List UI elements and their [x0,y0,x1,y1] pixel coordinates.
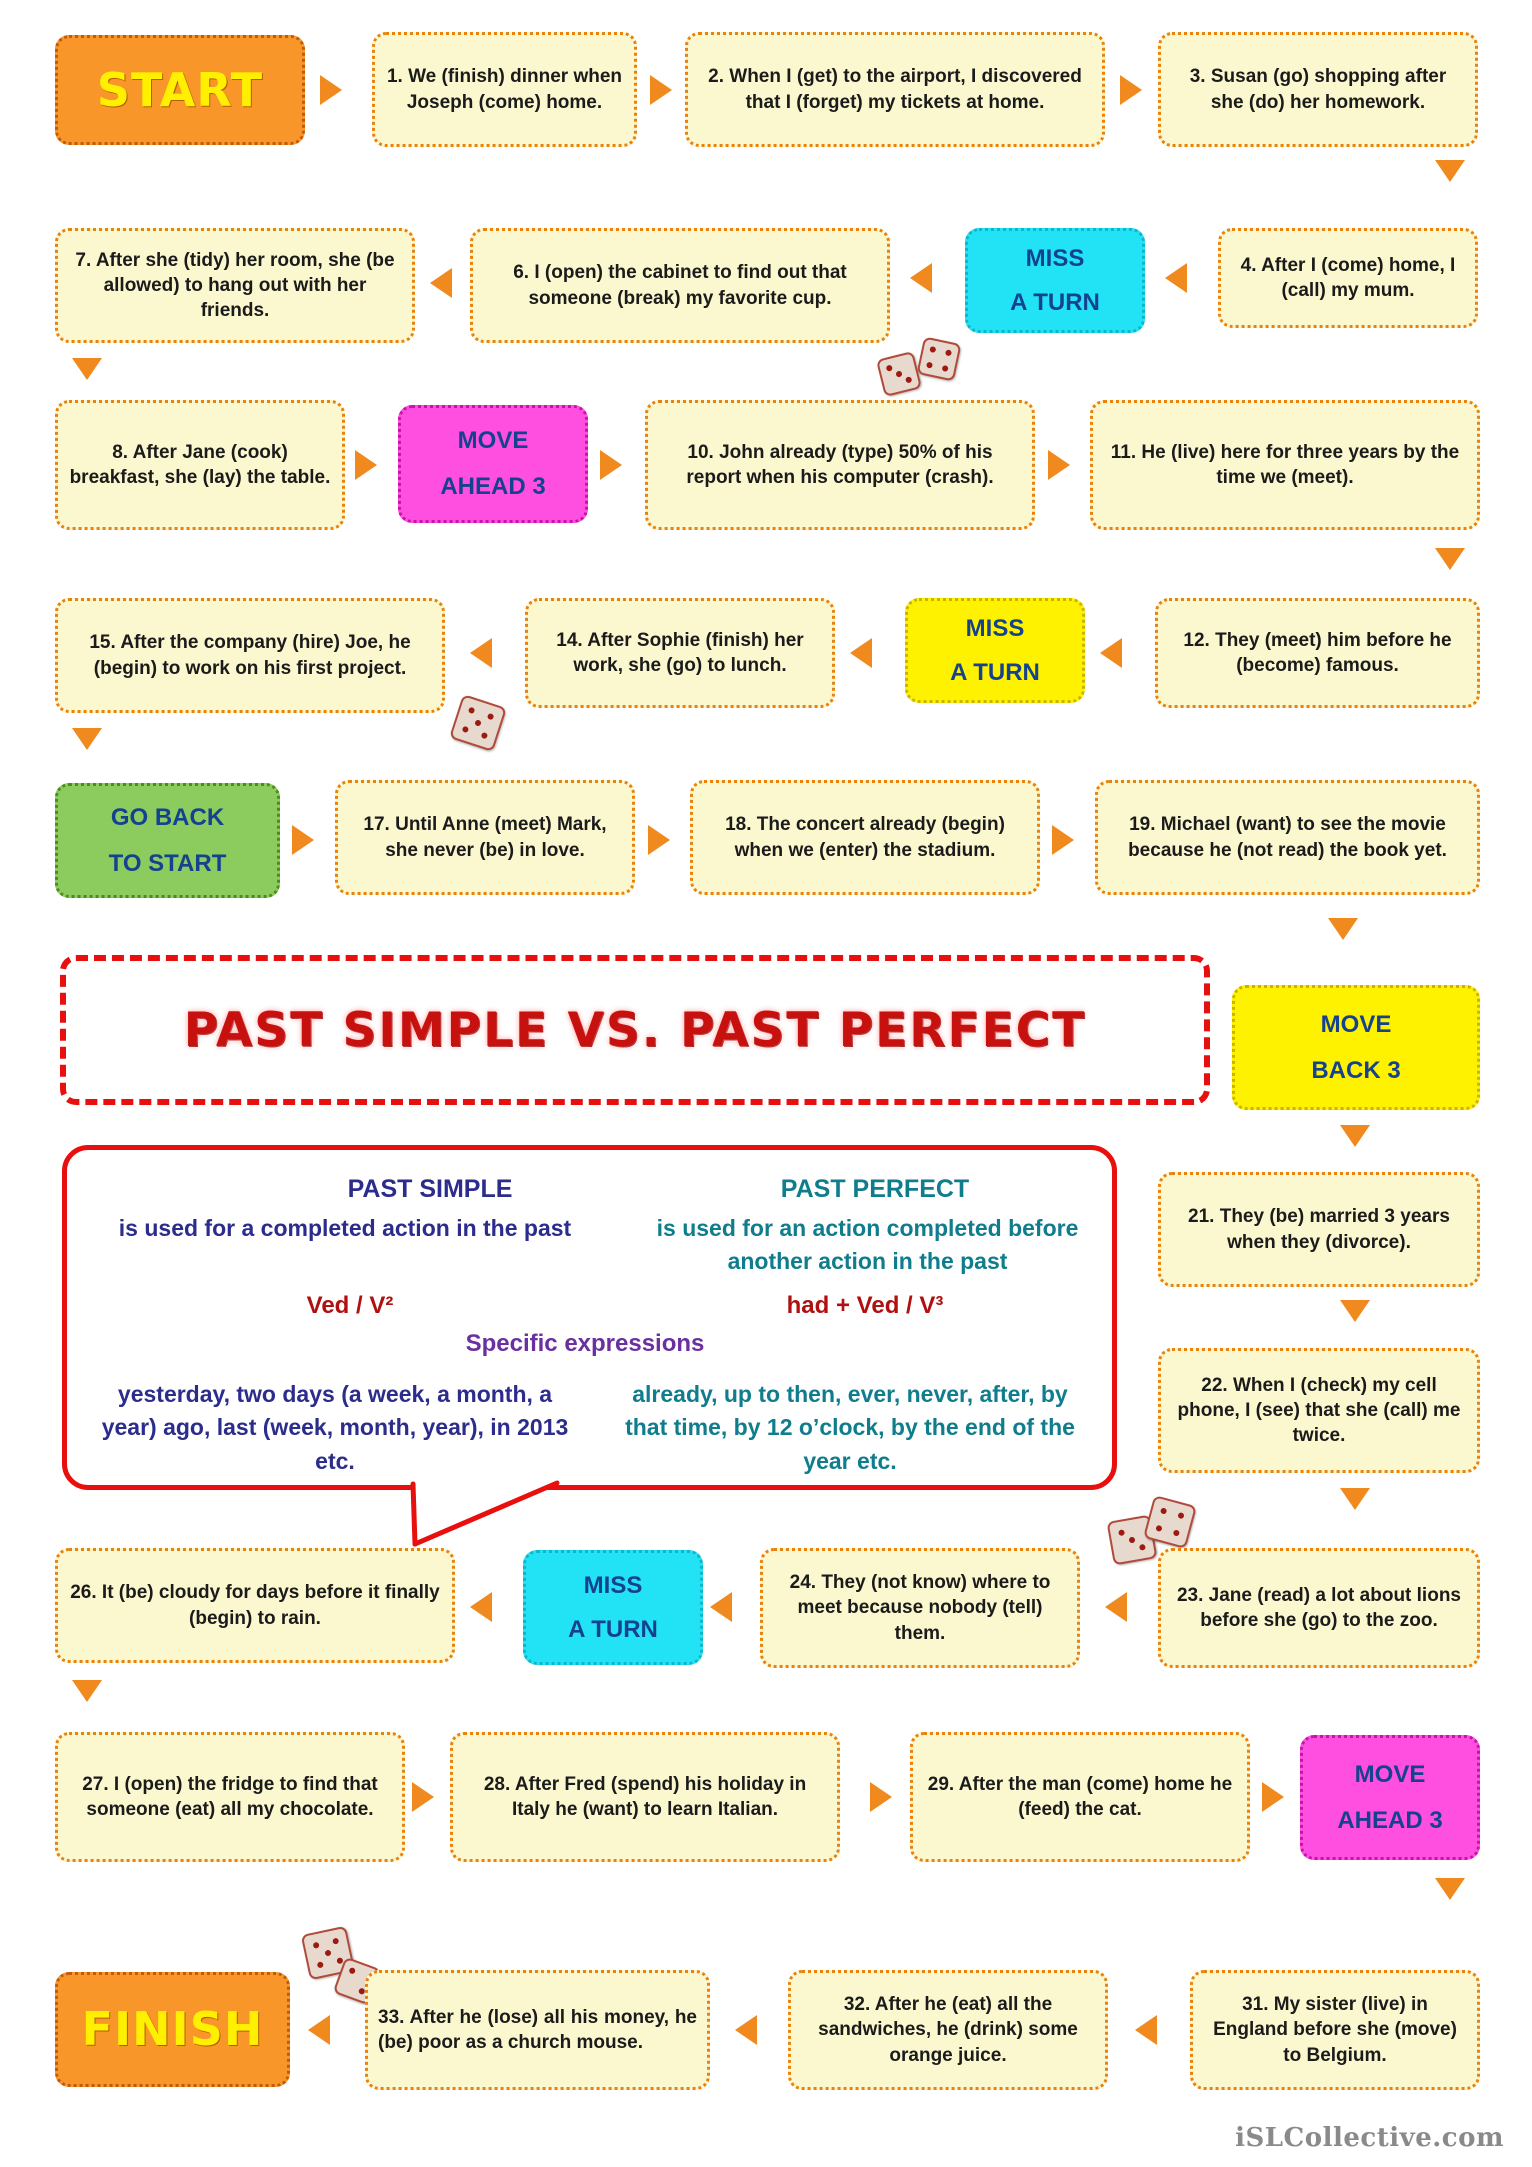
arrow-down-icon [1435,548,1465,570]
cell-11[interactable]: 11. He (live) here for three years by the time we (meet). [1090,400,1480,530]
arrow-right-icon [1120,75,1142,105]
cell-25-miss-a-turn[interactable] [523,1550,703,1665]
past-perfect-form: had + Ved / V³ [786,1292,944,1319]
past-simple-heading: PAST SIMPLE [347,1175,513,1203]
cell-24[interactable]: 24. They (not know) where to meet because nobody (tell) them. [760,1548,1080,1668]
watermark: iSLCollective.com [1235,2123,1504,2153]
cell-18[interactable]: 18. The concert already (begin) when we (enter) the stadium. [690,780,1040,895]
go-back-label: GO BACK [110,803,225,831]
cell-26[interactable]: 26. It (be) cloudy for days before it finally (begin) to rain. [55,1548,455,1663]
a-turn-label: A TURN [1010,288,1100,316]
arrow-left-icon [430,268,452,298]
cell-10[interactable]: 10. John already (type) 50% of his report when his computer (crash). [645,400,1035,530]
arrow-right-icon [320,75,342,105]
page-title: PAST SIMPLE VS. PAST PERFECT [183,1002,1087,1058]
arrow-left-icon [1165,263,1187,293]
ahead-3-label: AHEAD 3 [440,473,546,500]
arrow-down-icon [1435,1878,1465,1900]
cell-13-miss-a-turn[interactable] [905,598,1085,703]
cell-16-go-back-to-start[interactable] [55,783,280,898]
a-turn-label: A TURN [950,658,1040,686]
to-start-label: TO START [108,849,227,877]
cell-14[interactable]: 14. After Sophie (finish) her work, she (go) to lunch. [525,598,835,708]
arrow-left-icon [308,2015,330,2045]
dice-icon [916,336,961,381]
cell-33[interactable]: 33. After he (lose) all his money, he (be) poor as a church mouse. [365,1970,710,2090]
arrow-right-icon [600,450,622,480]
arrow-down-icon [1340,1488,1370,1510]
miss-label: MISS [965,614,1025,642]
cell-28[interactable]: 28. After Fred (spend) his holiday in Italy he (want) to learn Italian. [450,1732,840,1862]
past-simple-form: Ved / V² [306,1292,394,1319]
move-label: MOVE [1354,1760,1426,1788]
arrow-left-icon [1105,1592,1127,1622]
cell-4[interactable]: 4. After I (come) home, I (call) my mum. [1218,228,1478,328]
arrow-left-icon [1100,638,1122,668]
past-simple-usage: is used for a completed action in the past [118,1215,572,1241]
arrow-right-icon [1262,1782,1284,1812]
cell-22[interactable]: 22. When I (check) my cell phone, I (see) that she (call) me twice. [1158,1348,1480,1473]
arrow-down-icon [1340,1125,1370,1147]
arrow-down-icon [72,1680,102,1702]
cell-30-move-ahead-3[interactable] [1300,1735,1480,1860]
back-3-label: BACK 3 [1311,1056,1401,1084]
cell-1[interactable]: 1. We (finish) dinner when Joseph (come) home. [372,32,637,147]
move-label: MOVE [1320,1010,1392,1038]
cell-8[interactable]: 8. After Jane (cook) breakfast, she (lay) the table. [55,400,345,530]
cell-21[interactable]: 21. They (be) married 3 years when they (divorce). [1158,1172,1480,1287]
arrow-left-icon [470,638,492,668]
cell-32[interactable]: 32. After he (eat) all the sandwiches, he (drink) some orange juice. [788,1970,1108,2090]
dice-icon [876,351,922,397]
arrow-left-icon [910,263,932,293]
arrow-right-icon [355,450,377,480]
arrow-left-icon [850,638,872,668]
arrow-down-icon [1328,918,1358,940]
cell-27[interactable]: 27. I (open) the fridge to find that someone (eat) all my chocolate. [55,1732,405,1862]
arrow-right-icon [650,75,672,105]
speech-bubble-tail [405,1480,565,1550]
specific-expressions-heading: Specific expressions [465,1330,705,1357]
arrow-left-icon [735,2015,757,2045]
past-simple-expressions: yesterday, two days (a week, a month, a year) ago, last (week, month, year), in 2013 etc. [101,1381,569,1474]
arrow-left-icon [470,1592,492,1622]
worksheet-title-banner [60,955,1210,1105]
cell-15[interactable]: 15. After the company (hire) Joe, he (begin) to work on his first project. [55,598,445,713]
miss-label: MISS [583,1571,643,1599]
cell-5-miss-a-turn[interactable] [965,228,1145,333]
arrow-down-icon [1340,1300,1370,1322]
ahead-3-label: AHEAD 3 [1337,1806,1443,1834]
past-perfect-expressions: already, up to then, ever, never, after, by that time, by 12 o’clock, by the end of the year etc. [625,1381,1075,1474]
arrow-right-icon [412,1782,434,1812]
arrow-down-icon [72,728,102,750]
cell-3[interactable]: 3. Susan (go) shopping after she (do) her homework. [1158,32,1478,147]
cell-2[interactable]: 2. When I (get) to the airport, I discovered that I (forget) my tickets at home. [685,32,1105,147]
cell-20-move-back-3[interactable] [1232,985,1480,1110]
cell-31[interactable]: 31. My sister (live) in England before she (move) to Belgium. [1190,1970,1480,2090]
arrow-left-icon [1135,2015,1157,2045]
dice-icon [449,694,507,752]
cell-17[interactable]: 17. Until Anne (meet) Mark, she never (be) in love. [335,780,635,895]
cell-finish[interactable]: FINISH [55,1972,290,2087]
arrow-down-icon [72,358,102,380]
arrow-right-icon [870,1782,892,1812]
cell-7[interactable]: 7. After she (tidy) her room, she (be allowed) to hang out with her friends. [55,228,415,343]
cell-12[interactable]: 12. They (meet) him before he (become) famous. [1155,598,1480,708]
move-label: MOVE [457,427,529,455]
cell-19[interactable]: 19. Michael (want) to see the movie because he (not read) the book yet. [1095,780,1480,895]
arrow-right-icon [1048,450,1070,480]
arrow-down-icon [1435,160,1465,182]
arrow-right-icon [292,825,314,855]
arrow-right-icon [648,825,670,855]
a-turn-label: A TURN [568,1615,658,1643]
cell-6[interactable]: 6. I (open) the cabinet to find out that someone (break) my favorite cup. [470,228,890,343]
arrow-left-icon [710,1592,732,1622]
past-perfect-heading: PAST PERFECT [780,1175,970,1203]
cell-start[interactable]: START [55,35,305,145]
arrow-right-icon [1052,825,1074,855]
past-perfect-usage: is used for an action completed before another action in the past [656,1215,1079,1275]
cell-23[interactable]: 23. Jane (read) a lot about lions before she (go) to the zoo. [1158,1548,1480,1668]
miss-label: MISS [1025,244,1085,272]
cell-9-move-ahead-3[interactable] [398,405,588,523]
cell-29[interactable]: 29. After the man (come) home he (feed) the cat. [910,1732,1250,1862]
